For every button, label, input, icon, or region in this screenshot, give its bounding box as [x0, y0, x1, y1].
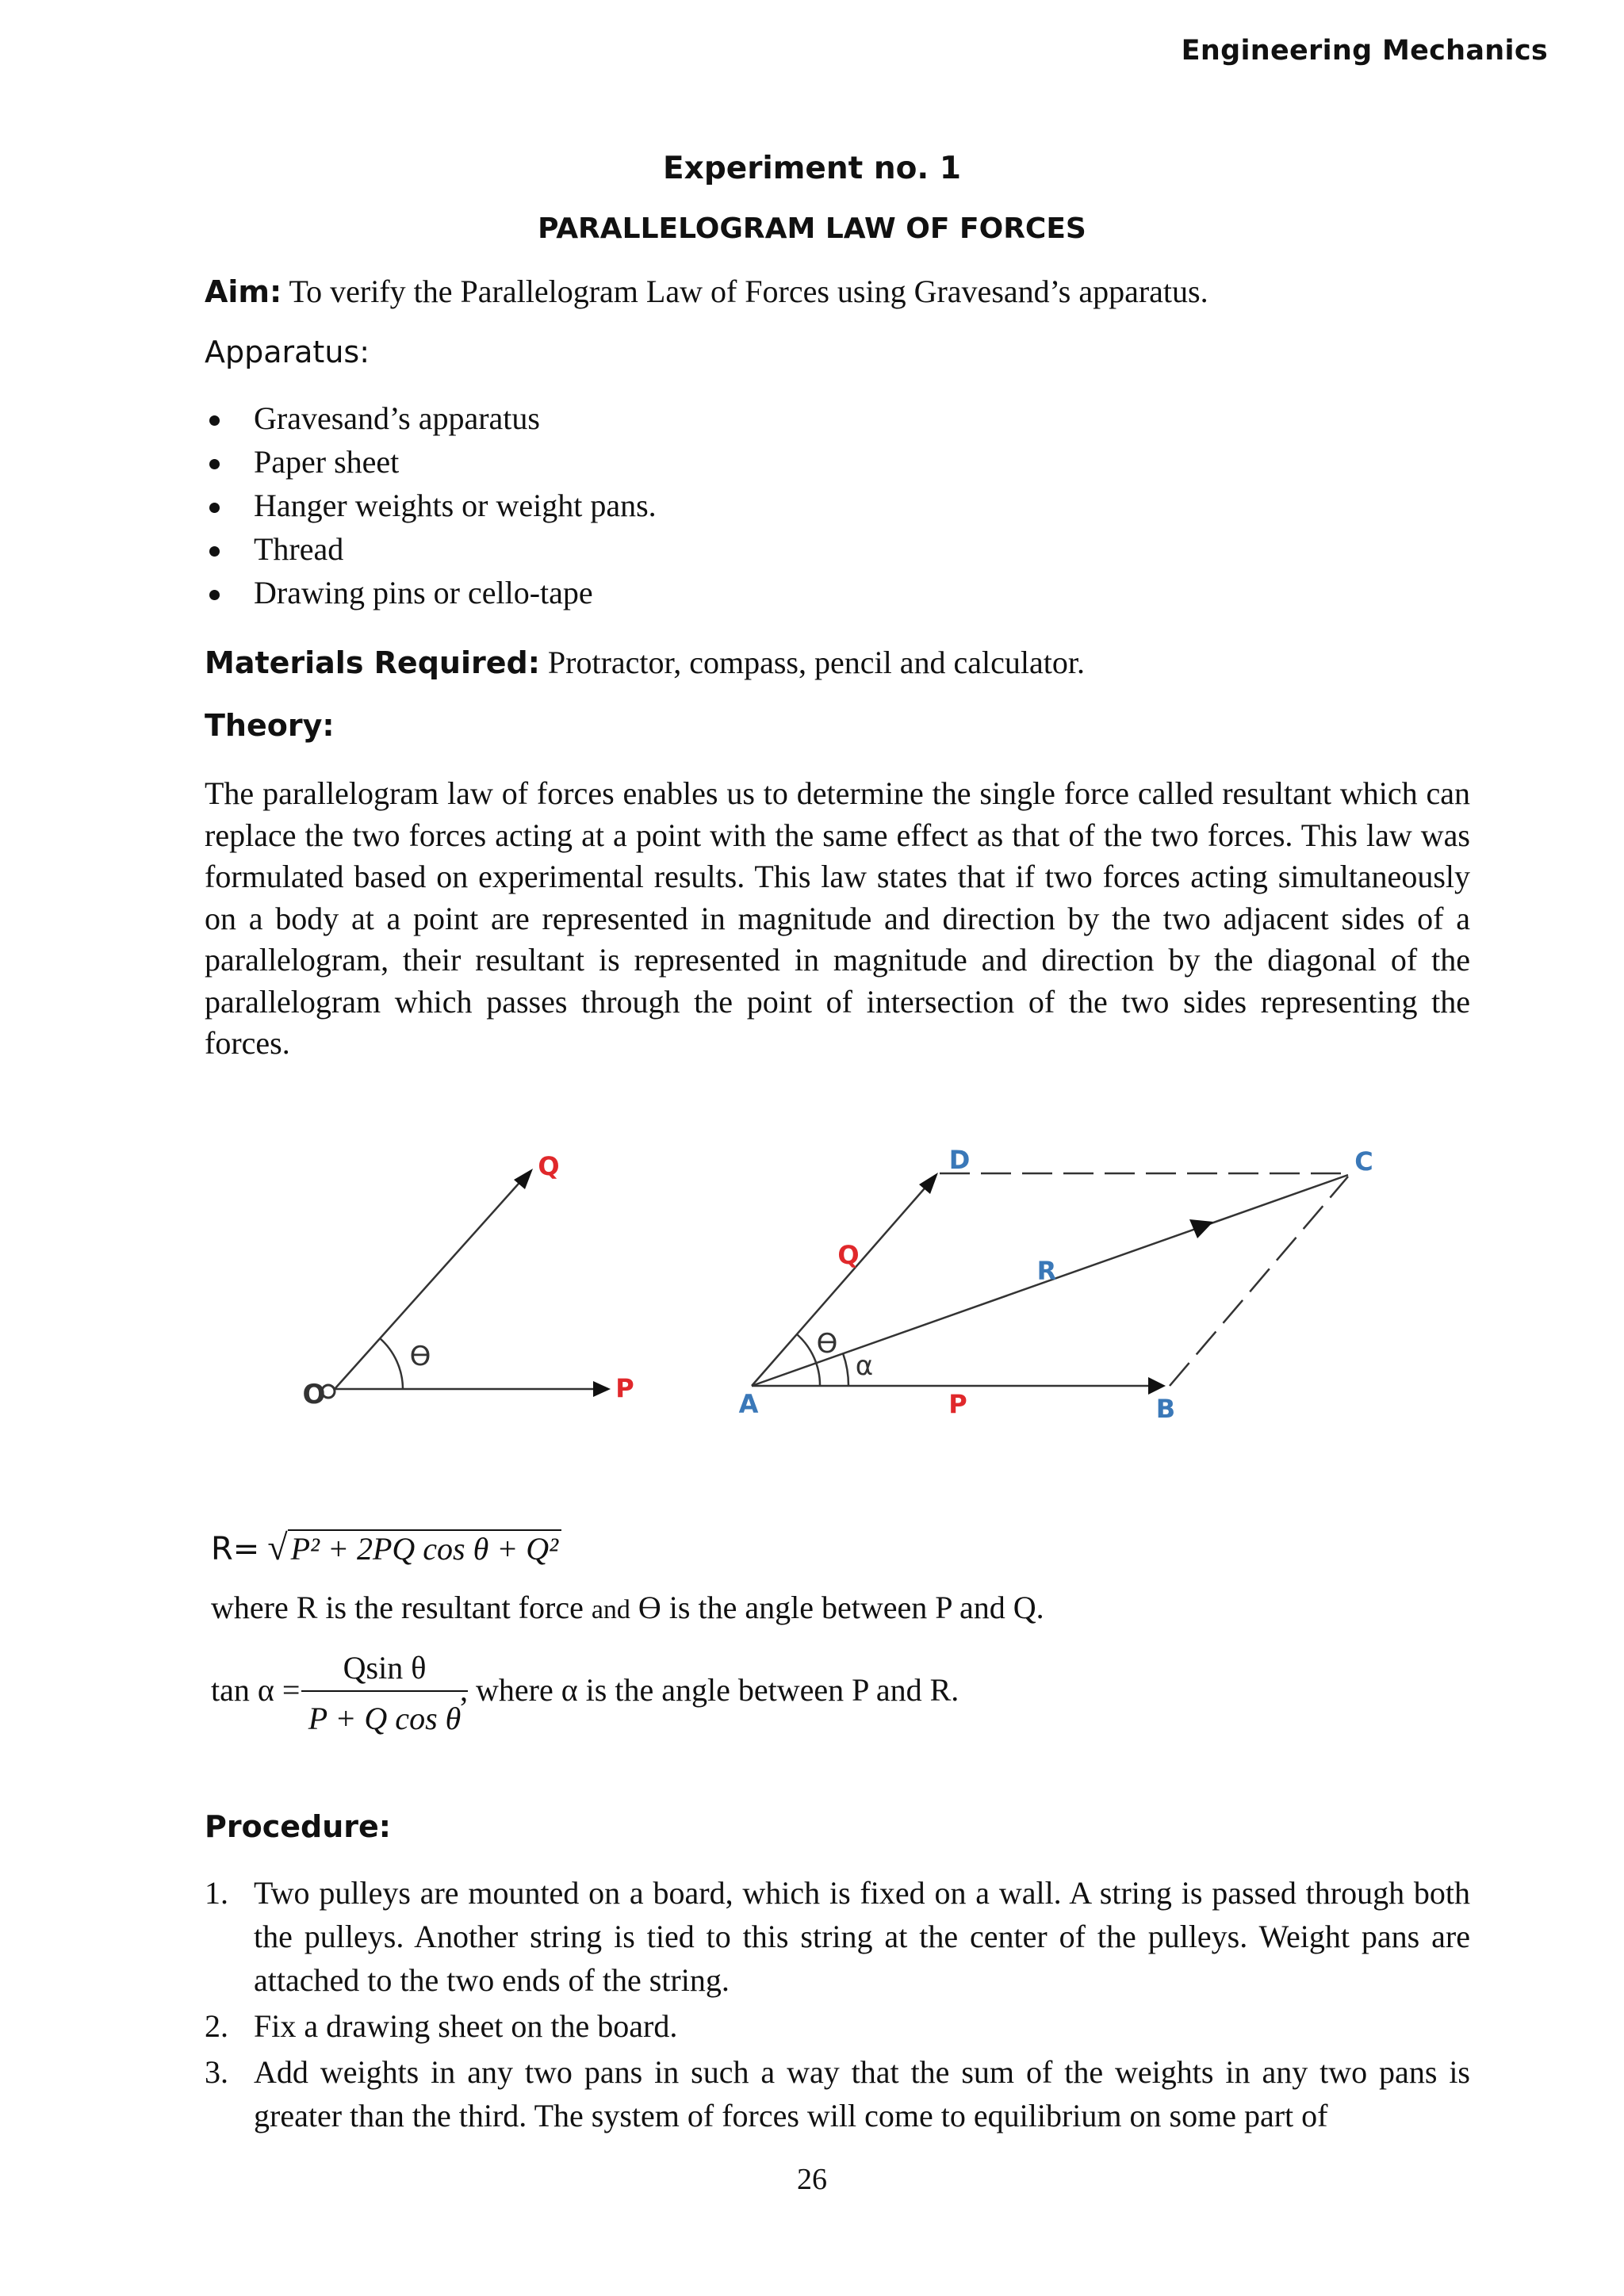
materials-label: Materials Required: [205, 645, 540, 680]
list-item [205, 2004, 1470, 2048]
step-text: Two pulleys are mounted on a board, which is fixed on a wall. A string is passed through both the pulleys. Another string is tied to this string at the center of the pulleys. Weight pans are attached to the two ends of the string. [254, 1875, 1470, 1998]
label-alpha: α [855, 1350, 874, 1382]
aim-text: To verify the Parallelogram Law of Forces using Gravesand’s apparatus. [282, 274, 1208, 309]
sqrt-symbol: √ [267, 1527, 288, 1567]
angle-arc-left [380, 1338, 403, 1389]
label-a: A [738, 1389, 759, 1419]
materials-line [205, 642, 1470, 683]
force-diagram [0, 1118, 1624, 1443]
fraction-bar [301, 1690, 468, 1692]
tan-fraction [301, 1649, 468, 1738]
angle-arc-alpha [843, 1353, 848, 1386]
resultant-note-and: and [591, 1595, 630, 1624]
resultant-lhs: R= [211, 1531, 260, 1567]
label-b: B [1155, 1394, 1176, 1424]
page-number: 26 [797, 2163, 827, 2196]
apparatus-list [205, 396, 657, 614]
arrowhead-ab [1148, 1377, 1166, 1395]
label-q-right: Q [837, 1240, 860, 1270]
list-item: Thread [205, 527, 657, 571]
experiment-title: PARALLELOGRAM LAW OF FORCES [538, 212, 1086, 245]
experiment-number: Experiment no. 1 [663, 151, 961, 186]
list-item: Drawing pins or cello-tape [205, 571, 657, 614]
label-d: D [948, 1145, 971, 1175]
step-number: 1. [205, 1875, 228, 1911]
arrowhead-p-left [593, 1381, 611, 1397]
resultant-note-a: where R is the resultant force [211, 1590, 592, 1625]
step-text: Add weights in any two pans in such a way that the sum of the weights in any two pans is greater than the third. The system of forces will come to equilibrium on some part of [254, 2054, 1470, 2133]
tan-numerator: Qsin θ [343, 1650, 427, 1686]
label-q-left: Q [538, 1151, 560, 1181]
theory-heading: Theory: [205, 708, 335, 743]
procedure-list [205, 1871, 1470, 2140]
label-c: C [1354, 1146, 1373, 1177]
tan-note: , where α is the angle between P and R. [460, 1672, 959, 1708]
list-item [205, 2050, 1470, 2137]
resultant-rhs: P² + 2PQ cos θ + Q² [288, 1529, 562, 1567]
list-item: Hanger weights or weight pans. [205, 484, 657, 527]
running-header: Engineering Mechanics [1181, 35, 1548, 67]
resultant-note [211, 1587, 1044, 1631]
diagram-left [335, 1177, 596, 1389]
materials-text: Protractor, compass, pencil and calculator. [539, 645, 1085, 680]
label-theta-left: ϴ [409, 1341, 431, 1372]
tan-denominator: P + Q cos θ [308, 1701, 462, 1736]
label-theta-right: ϴ [816, 1328, 838, 1360]
procedure-heading: Procedure: [205, 1809, 391, 1844]
resultant-formula [211, 1526, 561, 1568]
label-o: O [302, 1379, 326, 1410]
resultant-note-b: ϴ is the angle between P and Q. [630, 1590, 1044, 1625]
tan-lhs: tan α = [211, 1672, 301, 1708]
theory-paragraph: The parallelogram law of forces enables us to determine the single force called resultant which can replace the two forces acting at a point with the same effect as that of the two forces. This law was formulated based on experimental results. This law states that if two forces acting simultaneously on a body at a point are represented in magnitude and direction by the two adjacent sides of a parallelogram, their resultant is represented in magnitude and direction by the diagonal of the parallelogram which passes through the point of intersection of the two sides representing the forces. [205, 775, 1470, 1061]
step-number: 3. [205, 2054, 228, 2090]
list-item: Gravesand’s apparatus [205, 396, 657, 440]
step-text: Fix a drawing sheet on the board. [254, 2008, 678, 2044]
apparatus-heading: Apparatus: [205, 335, 370, 369]
aim-line [205, 271, 1470, 312]
list-item [205, 1871, 1470, 2002]
label-p-right: P [948, 1389, 967, 1419]
label-r: R [1036, 1256, 1057, 1286]
side-bc-dashed [1170, 1177, 1348, 1386]
label-p-left: P [615, 1373, 634, 1403]
step-number: 2. [205, 2008, 228, 2044]
aim-label: Aim: [205, 274, 282, 309]
list-item: Paper sheet [205, 440, 657, 484]
